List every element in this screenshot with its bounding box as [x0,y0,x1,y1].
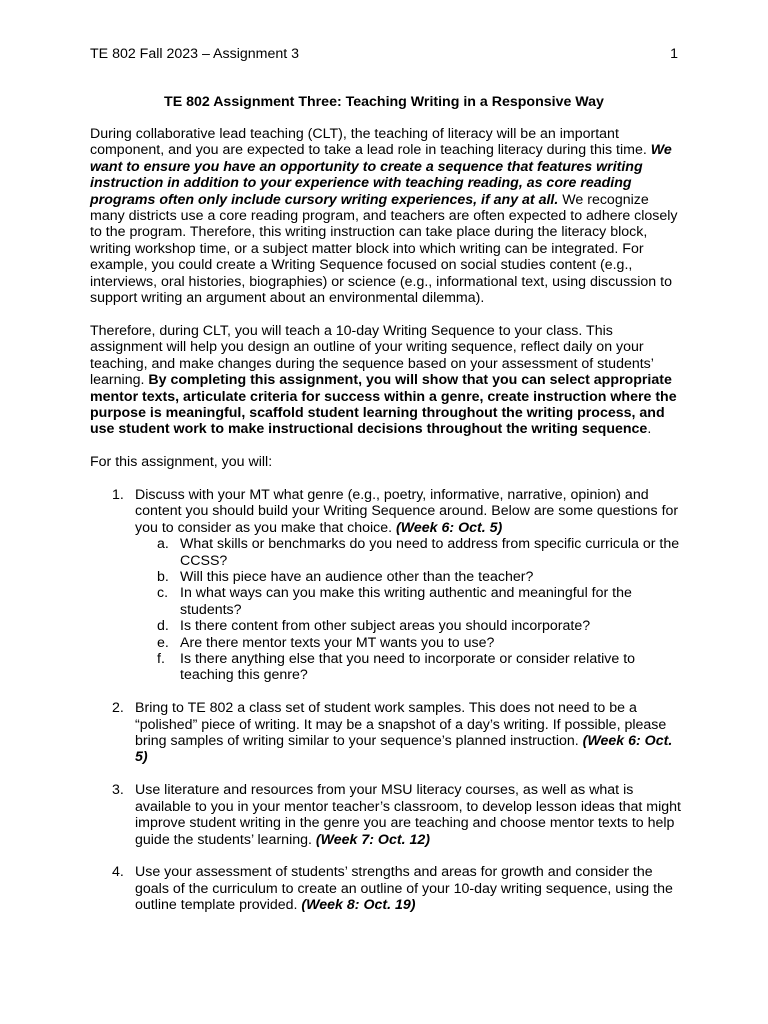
list-item [90,864,686,913]
list-item-text: Discuss with your MT what genre (e.g., poetry, informative, narrative, opinion) and content you should build your Writing Sequence around. Below are some questions for you to consider as you make that choice. [135,487,679,536]
sublist-letter: f. [157,651,165,668]
sublist-item [135,651,686,684]
clt-text-c: . [647,421,652,438]
sublist-text: Is there anything else that you need to incorporate or consider relative to teaching this genre? [180,651,636,684]
list-item-number: 2. [112,700,124,717]
due-date: (Week 8: Oct. 19) [301,897,416,914]
sublist-text: Will this piece have an audience other than the teacher? [180,569,534,586]
due-date: (Week 7: Oct. 12) [315,831,430,848]
intro-text-a: During collaborative lead teaching (CLT), the teaching of literacy will be an important component, and you are expected to take a lead role in teaching literacy during this time. [90,126,651,159]
page-number: 1 [670,46,678,62]
intro-text-c: We recognize many districts use a core reading program, and teachers are often expected to adhere closely to the program. Therefore, this writing instruction can take place during the literacy block, writing workshop time, or a subject matter block into which writing can be integrated. For example, you could create a Writing Sequence focused on social studies content (e.g., interviews, oral histories, biographies) or science (e.g., informational text, using discussion to support writing an argument about an environmental dilemma). [90,191,678,307]
sublist-item [135,536,686,569]
clt-emphasis: By completing this assignment, you will show that you can select appropriate mentor texts, articulate criteria for success within a genre, create instruction where the purpose is meaningful, scaffold student learning throughout the writing process, and use student work to make instructional decisions throughout the writing sequence [90,372,677,438]
list-item-text: Use your assessment of students’ strengths and areas for growth and consider the goals of the curriculum to create an outline of your 10-day writing sequence, using the outline template provided. [135,864,673,914]
list-item-text: Bring to TE 802 a class set of student work samples. This does not need to be a “polished” piece of writing. It may be a snapshot of a day’s writing. If possible, please bring samples of writing similar to your sequence’s planned instruction. [135,700,667,750]
page-header [90,45,678,63]
list-item [90,487,686,684]
sublist-item [135,569,686,585]
sublist-item [135,585,686,618]
sublist-letter: e. [157,634,169,651]
clt-text-a: Therefore, during CLT, you will teach a 10-day Writing Sequence to your class. This assignment will help you design an outline of your writing sequence, reflect daily on your teaching, and make changes during the sequence based on your assessment of students’ learning. [90,323,654,389]
list-item [90,700,686,766]
sublist-letter: c. [157,585,169,602]
assignment-task-list [90,487,686,930]
list-item [90,782,686,848]
question-sublist [135,536,686,684]
due-date: (Week 6: Oct. 5) [135,733,673,766]
clt-paragraph [90,323,686,438]
list-item-number: 4. [112,864,124,881]
sublist-letter: a. [157,536,169,553]
list-item-text: Use literature and resources from your MSU literacy courses, as well as what is available to you in your mentor teacher’s classroom, to develop lesson ideas that might improve student writing in the genre you are teaching and choose mentor texts to help guide the students’ learning. [135,782,681,848]
assignment-lead-in: For this assignment, you will: [90,454,273,470]
sublist-letter: d. [157,618,169,635]
sublist-text: In what ways can you make this writing authentic and meaningful for the students? [180,585,632,618]
sublist-text: Is there content from other subject areas you should incorporate? [180,618,591,635]
list-item-number: 1. [112,487,124,503]
sublist-text: Are there mentor texts your MT wants you to use? [180,634,495,651]
document-title: TE 802 Assignment Three: Teaching Writing in a Responsive Way [164,94,604,110]
intro-emphasis: We want to ensure you have an opportunity to create a sequence that features writing instruction in addition to your experience with teaching reading, as core reading programs often only include cursory writing experiences, if any at all. [90,142,672,208]
sublist-item [135,635,686,651]
header-title: TE 802 Fall 2023 – Assignment 3 [90,46,299,62]
sublist-item [135,618,686,634]
sublist-text: What skills or benchmarks do you need to address from specific curricula or the CCSS? [180,536,680,569]
intro-paragraph [90,126,686,306]
due-date: (Week 6: Oct. 5) [396,519,503,536]
sublist-letter: b. [157,569,169,586]
list-item-number: 3. [112,782,124,799]
